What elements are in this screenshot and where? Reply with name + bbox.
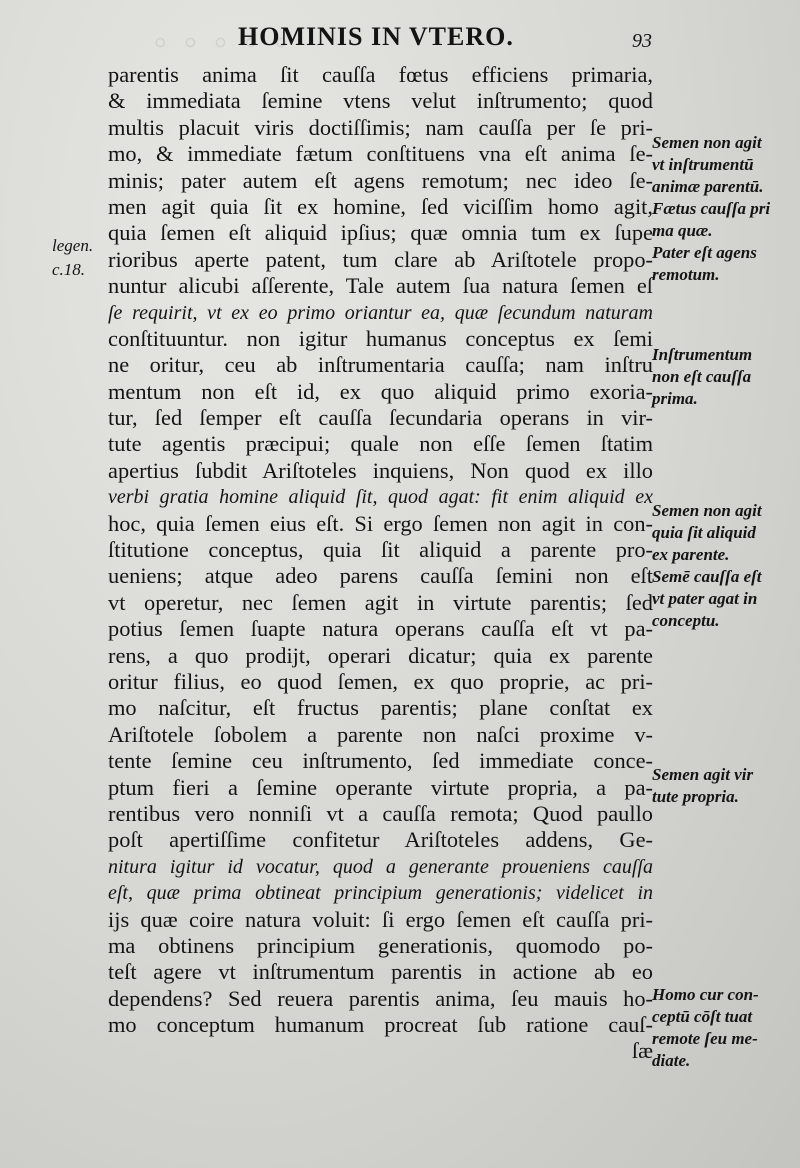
margin-note-line: remote ſeu me-: [652, 1029, 758, 1048]
margin-note-line: ex parente.: [652, 545, 730, 564]
margin-note-line: Homo cur con-: [652, 985, 759, 1004]
margin-note-line: Semen non agit: [652, 501, 762, 520]
quoted-text-line: nitura igitur id vocatur, quod a generante proueniens cauſſa: [108, 855, 653, 878]
text-line: tute agentis præcipui; quale non eſſe ſemen ſtatim: [108, 431, 653, 457]
margin-note-line: conceptu.: [652, 611, 720, 630]
text-line: mo naſcitur, eſt fructus parentis; plane conſtat ex: [108, 695, 653, 721]
text-line: tente ſemine ceu inſtrumento, ſed immediate conce-: [108, 748, 653, 774]
quoted-text-line: eſt, quæ prima obtineat principium generationis; videlicet in: [108, 882, 653, 905]
text-line: conſtituuntur. non igitur humanus conceptus ex ſemi: [108, 325, 653, 351]
text-line: multis placuit viris doctiſſimis; nam cauſſa per ſe pri-: [108, 114, 653, 140]
text-line: ptum fieri a ſemine operante virtute propria, a pa-: [108, 774, 653, 800]
text-line: rioribus aperte patent, tum clare ab Ariſtotele propo-: [108, 246, 653, 272]
text-line: dependens? Sed reuera parentis anima, ſeu mauis ho-: [108, 985, 653, 1011]
text-line: & immediata ſemine vtens velut inſtrumento; quod: [108, 88, 653, 114]
quoted-text-line: ſe requirit, vt ex eo primo oriantur ea, quæ ſecundum naturam: [108, 301, 653, 324]
margin-reference-line: c.18.: [52, 260, 86, 279]
text-line: Ariſtotele ſobolem a parente non naſci proxime v-: [108, 721, 653, 747]
margin-note-line: Inſtrumentum: [652, 345, 753, 364]
text-line: rens, a quo prodijt, operari dicatur; quia ex parente: [108, 642, 653, 668]
margin-note: [652, 132, 770, 286]
margin-note-line: Semen non agit: [652, 133, 762, 152]
margin-note-line: non eſt cauſſa: [652, 367, 752, 386]
text-line: apertius ſubdit Ariſtoteles inquiens, Non quod ex illo: [108, 457, 653, 483]
margin-note-line: ceptū cōſt tuat: [652, 1007, 753, 1026]
margin-note-line: remotum.: [652, 265, 720, 284]
margin-note-line: diate.: [652, 1051, 691, 1070]
text-line: mo conceptum humanum procreat ſub ratione cauſ-: [108, 1012, 653, 1038]
catchword: ſæ: [631, 1038, 653, 1064]
text-line: tur, ſed ſemper eſt cauſſa ſecundaria operans in vir-: [108, 405, 653, 431]
margin-note: [652, 764, 753, 808]
text-line: teſt agere vt inſtrumentum parentis in actione ab eo: [108, 959, 653, 985]
text-line: ijs quæ coire natura voluit: ſi ergo ſemen eſt cauſſa pri-: [108, 906, 653, 932]
bleed-through-text: ◦ ◦ ◦ ◦ ◦: [150, 19, 288, 64]
text-line: ne oritur, ceu ab inſtrumentaria cauſſa; nam inſtru: [108, 352, 653, 378]
margin-reference: [52, 234, 93, 282]
text-line: mo, & immediate fætum conſtituens vna eſt anima ſe-: [108, 141, 653, 167]
text-line: ueniens; atque adeo parens cauſſa ſemini non eſt: [108, 563, 653, 589]
margin-note-line: animæ parentū.: [652, 177, 764, 196]
text-line: ſtitutione conceptus, quia ſit aliquid a parente pro-: [108, 537, 653, 563]
text-line: mentum non eſt id, ex quo aliquid primo exoria-: [108, 378, 653, 404]
text-line: poſt apertiſſime confitetur Ariſtoteles addens, Ge-: [108, 827, 653, 853]
text-line: men agit quia ſit ex homine, ſed viciſſim homo agit,: [108, 193, 653, 219]
text-line: quia ſemen eſt aliquid ipſius; quæ omnia tum ex ſupe: [108, 220, 653, 246]
margin-note-line: quia ſit aliquid: [652, 523, 756, 542]
text-line: vt operetur, nec ſemen agit in virtute parentis; ſed: [108, 589, 653, 615]
margin-note-line: Fætus cauſſa pri: [652, 199, 771, 218]
margin-reference-line: legen.: [52, 236, 94, 255]
margin-note: [652, 984, 759, 1072]
text-line: potius ſemen ſuapte natura operans cauſſa eſt vt pa-: [108, 616, 653, 642]
page-number: 93: [632, 30, 652, 52]
text-line: nuntur alicubi aſſerente, Tale autem ſua natura ſemen eſ: [108, 273, 653, 299]
text-line: rentibus vero nonniſi vt a cauſſa remota; Quod paullo: [108, 800, 653, 826]
quoted-text-line: verbi gratia homine aliquid ſit, quod agat: fit enim aliquid ex: [108, 486, 653, 509]
margin-note-line: Pater eſt agens: [652, 243, 757, 262]
margin-note-line: Semen agit vir: [652, 765, 754, 784]
margin-note-line: tute propria.: [652, 787, 739, 806]
text-line: ma obtinens principium generationis, quomodo po-: [108, 932, 653, 958]
main-text-column: [108, 62, 653, 1065]
margin-note-line: vt pater agat in: [652, 589, 758, 608]
text-line: hoc, quia ſemen eius eſt. Si ergo ſemen non agit in con-: [108, 510, 653, 536]
margin-note-line: vt inſtrumentū: [652, 155, 754, 174]
margin-note: [652, 500, 762, 632]
text-line: minis; pater autem eſt agens remotum; nec ideo ſe-: [108, 167, 653, 193]
margin-note-line: ma quæ.: [652, 221, 713, 240]
margin-note: [652, 344, 752, 410]
margin-note-line: prima.: [652, 389, 698, 408]
text-line: parentis anima ſit cauſſa fœtus efficiens primaria,: [108, 62, 653, 87]
running-title: HOMINIS IN VTERO.: [238, 22, 514, 51]
margin-note-line: Semē cauſſa eſt: [652, 567, 762, 586]
text-line: oritur filius, eo quod ſemen, ex quo proprie, ac pri-: [108, 668, 653, 694]
